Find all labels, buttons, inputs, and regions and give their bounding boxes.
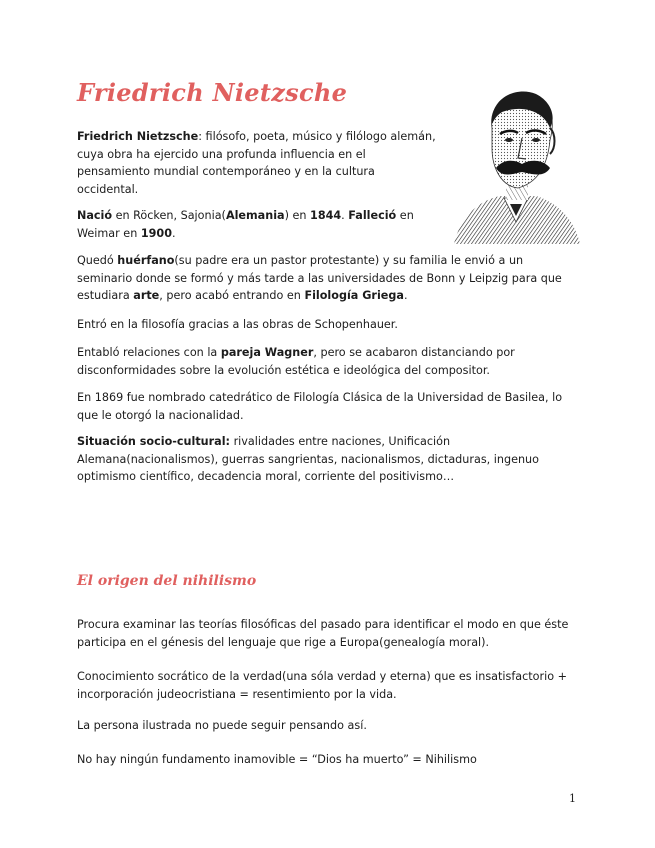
nihilism-paragraph-4: No hay ningún fundamento inamovible = “Dios ha muerto” = Nihilismo — [77, 753, 477, 766]
bio-text: ) en — [284, 209, 311, 222]
page-number: 1 — [569, 792, 576, 805]
bio-nacio: Nació — [77, 209, 113, 222]
nihilism-paragraph-3: La persona ilustrada no puede seguir pensando así. — [77, 719, 367, 732]
bio-text: . — [171, 226, 176, 240]
bio-text: Quedó — [77, 254, 118, 267]
section-heading-nihilismo: El origen del nihilismo — [77, 573, 257, 589]
bio-philosophy-paragraph: Entró en la filosofía gracias a las obras de Schopenhauer. — [77, 318, 398, 331]
bio-alemania: Alemania — [225, 209, 285, 222]
bio-text: (su padre era un pastor protestante) y su familia le envió a un seminario donde se formó y más tarde a las universidades de Bonn y Leipzig para que estudiara — [77, 254, 562, 302]
bio-text: , pero acabó entrando en — [159, 289, 305, 302]
bio-intro-text: : filósofo, poeta, músico y filólogo alemán, cuya obra ha ejercido una profunda influencia en el pensamiento mundial contemporáneo y en la cultura occidental. — [77, 130, 436, 196]
bio-wagner-paragraph — [77, 344, 577, 379]
bio-death-year: 1900 — [140, 226, 172, 240]
bio-education-paragraph — [77, 252, 577, 305]
bio-birth-paragraph — [77, 207, 437, 242]
bio-birth-year: 1844 — [310, 209, 342, 222]
page-title: Friedrich Nietzsche — [77, 78, 348, 107]
bio-fallecio: Falleció — [348, 209, 397, 222]
bio-text: . — [341, 209, 349, 222]
bio-text: , pero se acabaron distanciando por disconformidades sobre la evolución estética e ideológica del compositor. — [77, 346, 515, 377]
nihilism-paragraph-2: Conocimiento socrático de la verdad(una sóla verdad y eterna) que es insatisfactorio + incorporación judeocristiana = resentimiento por la vida. — [77, 670, 568, 701]
bio-pareja-wagner: pareja Wagner — [220, 346, 314, 359]
bio-text: . — [403, 289, 408, 302]
bio-context-paragraph — [77, 433, 577, 486]
bio-name: Friedrich Nietzsche — [77, 130, 199, 143]
bio-text: en Weimar en — [77, 209, 414, 240]
bio-arte: arte — [133, 289, 160, 302]
bio-basilea-paragraph: En 1869 fue nombrado catedrático de Filología Clásica de la Universidad de Basilea, lo que le otorgó la nacionalidad. — [77, 391, 563, 422]
bio-text: en Röcken, Sajonia( — [112, 209, 226, 222]
bio-context-label: Situación socio-cultural: — [77, 435, 231, 448]
bio-intro-paragraph — [77, 128, 437, 198]
bio-huerfano: huérfano — [117, 254, 175, 267]
bio-text: Entabló relaciones con la — [77, 346, 221, 359]
bio-context-text: rivalidades entre naciones, Unificación Alemana(nacionalismos), guerras sangrientas, nacionalismos, dictaduras, ingenuo optimismo científico, decadencia moral, corriente del positivismo… — [77, 435, 539, 483]
nietzsche-portrait-image — [452, 88, 580, 244]
bio-filologia: Filología Griega — [304, 289, 404, 302]
nihilism-paragraph-1: Procura examinar las teorías filosóficas del pasado para identificar el modo en que éste participa en el génesis del lenguaje que rige a Europa(genealogía moral). — [77, 618, 569, 649]
